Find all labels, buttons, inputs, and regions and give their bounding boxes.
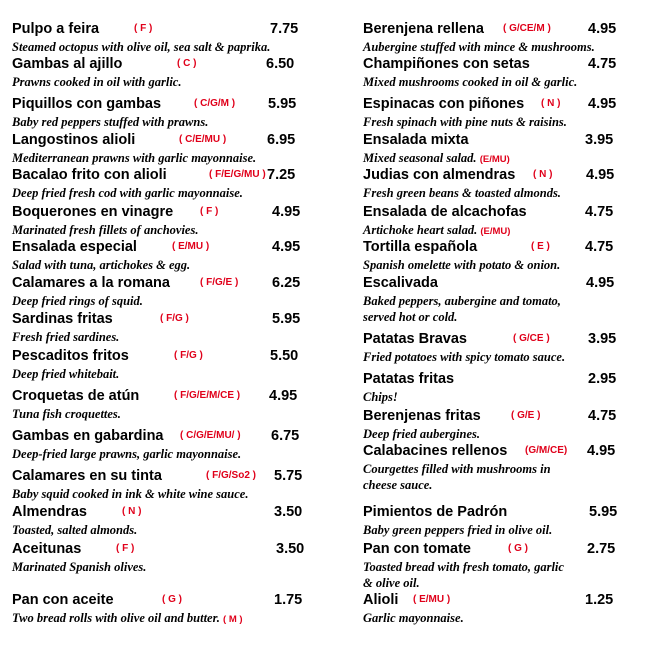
menu-item-price: 6.25 [272,275,301,291]
menu-item-price: 4.95 [587,443,616,459]
menu-item-description [12,222,198,238]
menu-item-name: Aceitunas [12,541,82,557]
menu-item-name: Calamares a la romana [12,275,170,291]
allergen-tag: ( E/MU ) [172,241,210,252]
menu-item-description [12,74,181,90]
allergen-tag: ( C/G/E/MU/ ) [180,430,241,441]
menu-item-name: Sardinas fritas [12,311,113,327]
menu-item-name: Almendras [12,504,87,520]
menu-item-description [363,426,480,442]
description-text: Baked peppers, aubergine and tomato, [363,294,561,308]
description-text: Tuna fish croquettes. [12,407,121,421]
menu-item-name: Judias con almendras [363,167,516,183]
allergen-tag: ( C/G/M ) [194,98,236,109]
menu-item-description-line2: cheese sauce. [363,478,433,492]
allergen-tag: ( F/G/E/M/CE ) [174,390,241,401]
menu-item-price: 4.75 [588,56,617,72]
allergen-tag: ( G ) [508,543,528,554]
menu-item-price: 4.75 [585,239,614,255]
menu-item-price: 2.75 [587,541,616,557]
menu-item-description [363,185,561,201]
allergen-tag: ( F ) [134,23,153,34]
menu-item-name: Boquerones en vinagre [12,204,174,220]
menu-item-description [12,39,270,55]
description-text: Aubergine stuffed with mince & mushrooms. [363,40,595,54]
menu-item-name: Tortilla española [363,239,478,255]
menu-item-description [363,114,567,130]
description-text: Mixed mushrooms cooked in oil & garlic. [363,75,578,89]
allergen-tag: ( M ) [223,614,243,625]
menu-item-name: Champiñones con setas [363,56,530,72]
description-text: Fried potatoes with spicy tomato sauce. [363,350,566,364]
menu-item-name: Pan con tomate [363,541,471,557]
description-text: Mediterranean prawns with garlic mayonnaise. [12,151,257,165]
menu-item-price: 4.95 [586,275,615,291]
menu-item-name: Espinacas con piñones [363,96,525,112]
menu-item-price: 5.75 [274,468,303,484]
allergen-tag: ( N ) [122,506,142,517]
menu-item-name: Ensalada mixta [363,132,469,148]
menu-item-description [363,461,551,477]
menu-item-name: Ensalada especial [12,239,137,255]
allergen-tag: ( N ) [533,169,553,180]
menu-item-price: 3.50 [274,504,303,520]
description-text: Fresh spinach with pine nuts & raisins. [363,115,567,129]
description-text: Spanish omelette with potato & onion. [363,258,561,272]
description-text: Deep fried whitebait. [12,367,120,381]
allergen-tag: ( G ) [162,594,182,605]
menu-item-name: Patatas fritas [363,371,455,387]
menu-item-name: Ensalada de alcachofas [363,204,527,220]
menu-item-name: Pulpo a feira [12,21,100,37]
description-text: Courgettes filled with mushrooms in [363,462,551,476]
allergen-tag: ( E/MU ) [413,594,451,605]
description-text: Toasted bread with fresh tomato, garlic [363,560,564,574]
menu-item-description [363,559,564,575]
allergen-tag: (G/M/CE) [525,445,568,456]
menu-item-price: 4.75 [585,204,614,220]
description-text: Artichoke heart salad. [363,223,478,237]
menu-item-price: 4.95 [272,239,301,255]
menu-item-description [12,522,137,538]
description-text: Deep-fried large prawns, garlic mayonnaise. [12,447,242,461]
menu-item-description [12,329,119,345]
description-text: Mixed seasonal salad. [363,151,477,165]
menu-item-name: Piquillos con gambas [12,96,162,112]
menu-item-description [12,114,208,130]
menu-item-description-line2: served hot or cold. [363,310,458,324]
menu-item-description [12,446,241,462]
allergen-tag: ( E ) [531,241,550,252]
menu-item-description [12,406,121,422]
menu-item-price: 3.95 [585,132,614,148]
menu-item-description [363,349,565,365]
menu-item-description [12,150,256,166]
menu-item-description [363,74,577,90]
menu-item-description [363,257,560,273]
allergen-tag: ( F/E/G/MU ) [209,169,266,180]
description-text: Marinated fresh fillets of anchovies. [12,223,199,237]
allergen-tag: ( F/G ) [160,313,189,324]
menu-item-price: 4.75 [588,408,617,424]
menu-item-price: 4.95 [588,96,617,112]
menu-item-description [363,610,464,626]
description-text: Deep fried fresh cod with garlic mayonnaise. [12,186,243,200]
menu-item-price: 6.75 [271,428,300,444]
description-text: Deep fried aubergines. [363,427,480,441]
menu-item-price: 4.95 [272,204,301,220]
menu-item-description [363,293,561,309]
menu-item-name: Patatas Bravas [363,331,467,347]
menu-item-name: Pan con aceite [12,592,114,608]
allergen-tag: ( N ) [541,98,561,109]
description-text: Prawns cooked in oil with garlic. [12,75,182,89]
menu-item-price: 6.95 [267,132,296,148]
menu-item-name: Pimientos de Padrón [363,504,508,520]
menu-item-name: Alioli [363,592,399,608]
allergen-tag: ( F/G ) [174,350,203,361]
description-text: Fresh green beans & toasted almonds. [363,186,561,200]
description-text: Chips! [363,390,398,404]
menu-item-price: 4.95 [588,21,617,37]
menu-item-name: Croquetas de atún [12,388,140,404]
menu-item-description [12,185,243,201]
menu-item-description [12,293,143,309]
menu-item-name: Berenjenas fritas [363,408,481,424]
description-text: Deep fried rings of squid. [12,294,143,308]
allergen-tag: ( F/G/So2 ) [206,470,256,481]
menu-item-description [363,389,398,405]
menu-item-description [12,366,119,382]
menu-item-description [12,559,146,575]
description-text: Baby squid cooked in ink & white wine sauce. [12,487,249,501]
menu-item-name: Calamares en su tinta [12,468,162,484]
description-text: Two bread rolls with olive oil and butter. [12,611,220,625]
menu-item-price: 5.50 [270,348,299,364]
description-text: Toasted, salted almonds. [12,523,138,537]
menu-item-description [12,610,243,628]
description-text: Salad with tuna, artichokes & egg. [12,258,191,272]
menu-item-description [363,522,552,538]
menu-item-price: 5.95 [589,504,618,520]
menu-item-name: Escalivada [363,275,438,291]
allergen-tag: ( C ) [177,58,197,69]
description-text: Garlic mayonnaise. [363,611,464,625]
allergen-tag: ( F ) [200,206,219,217]
menu-item-description [363,39,595,55]
menu-item-price: 4.95 [586,167,615,183]
allergen-tag: ( F/G/E ) [200,277,239,288]
description-text: Marinated Spanish olives. [12,560,147,574]
menu-item-price: 7.25 [267,167,296,183]
menu-item-name: Bacalao frito con alioli [12,167,167,183]
menu-item-description-line2: & olive oil. [363,576,420,590]
allergen-tag: ( C/E/MU ) [179,134,227,145]
menu-item-price: 4.95 [269,388,298,404]
allergen-tag: ( G/E ) [511,410,541,421]
menu-item-name: Calabacines rellenos [363,443,508,459]
allergen-tag: (E/MU) [480,226,511,237]
menu-item-name: Berenjena rellena [363,21,484,37]
menu-item-price: 2.95 [588,371,617,387]
menu-item-name: Langostinos alioli [12,132,136,148]
allergen-tag: ( G/CE ) [513,333,550,344]
menu-item-description [12,486,248,502]
description-text: Fresh fried sardines. [12,330,120,344]
menu-item-price: 3.50 [276,541,305,557]
allergen-tag: (E/MU) [479,154,510,165]
description-text: Baby red peppers stuffed with prawns. [12,115,209,129]
menu-item-price: 1.75 [274,592,303,608]
menu-item-price: 7.75 [270,21,299,37]
description-text: Steamed octopus with olive oil, sea salt & paprika. [12,40,271,54]
menu-item-name: Gambas en gabardina [12,428,164,444]
menu-item-name: Pescaditos fritos [12,348,129,364]
menu-item-price: 3.95 [588,331,617,347]
menu-item-price: 6.50 [266,56,295,72]
menu-item-name: Gambas al ajillo [12,56,123,72]
menu-item-description [12,257,190,273]
description-text: Baby green peppers fried in olive oil. [363,523,553,537]
allergen-tag: ( G/CE/M ) [503,23,551,34]
menu-item-price: 5.95 [268,96,297,112]
allergen-tag: ( F ) [116,543,135,554]
menu-item-price: 5.95 [272,311,301,327]
menu-item-price: 1.25 [585,592,614,608]
